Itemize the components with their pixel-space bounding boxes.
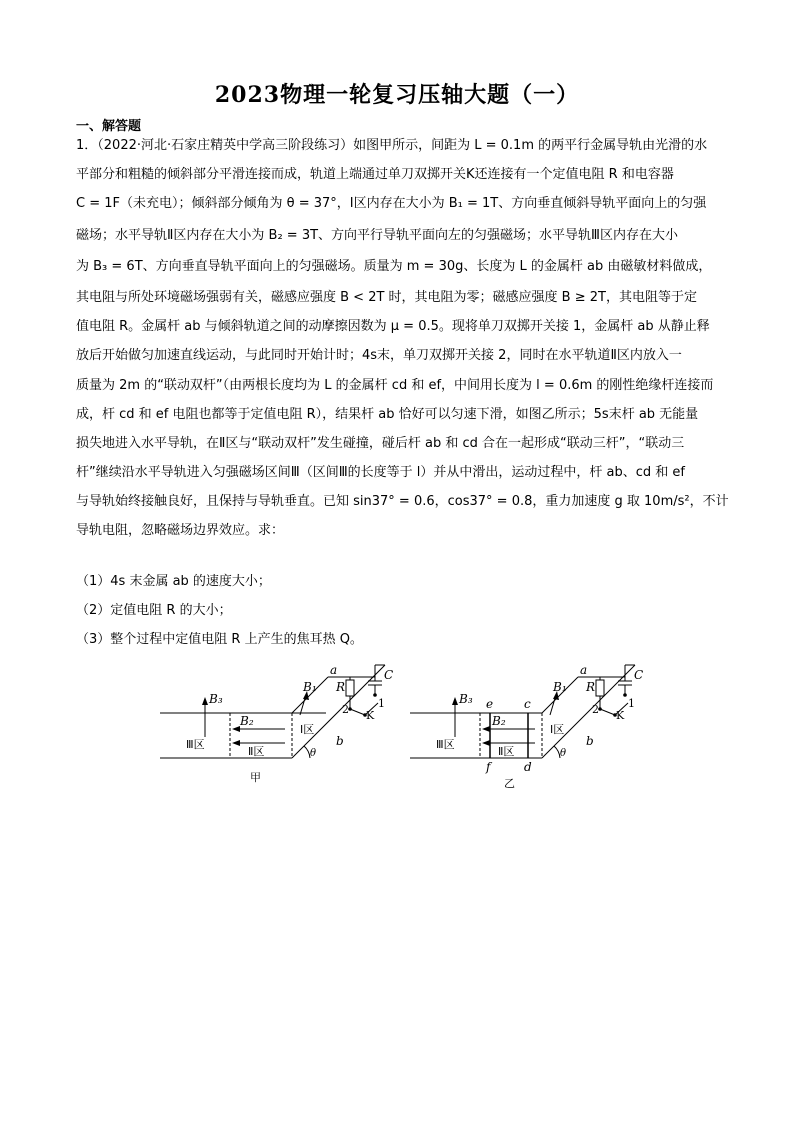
jia-label-b3: B₃	[209, 692, 223, 706]
problem-line: 质量为 2m 的“联动双杆”（由两根长度均为 L 的金属杆 cd 和 ef，中间用长度为 l = 0.6m 的刚性绝缘杆连接而	[76, 378, 714, 393]
problem-line: 与导轨始终接触良好，且保持与导轨垂直。已知 sin37° = 0.6，cos37° = 0.8，重力加速度 g 取 10m/s²，不计	[76, 494, 729, 509]
jia-label-b1: B₁	[303, 680, 317, 694]
figure-jia	[150, 655, 420, 790]
problem-line: C = 1F（未充电）；倾斜部分倾角为 θ = 37°，Ⅰ区内存在大小为 B₁ = 1T、方向垂直倾斜导轨平面向上的匀强	[76, 196, 707, 211]
jia-label-1: 1	[378, 697, 385, 710]
yi-label-a: a	[580, 663, 588, 677]
question-3: （3）整个过程中定值电阻 R 上产生的焦耳热 Q。	[76, 632, 363, 647]
yi-caption: 乙	[504, 777, 515, 790]
yi-label-b2: B₂	[492, 714, 506, 728]
problem-line: 值电阻 R。金属杆 ab 与倾斜轨道之间的动摩擦因数为 μ = 0.5。现将单刀双掷开关接 1，金属杆 ab 从静止释	[76, 319, 710, 334]
yi-label-theta: θ	[560, 748, 567, 759]
yi-region-1: Ⅰ区	[550, 723, 565, 736]
yi-label-b1: B₁	[553, 680, 567, 694]
yi-label-1: 1	[628, 697, 635, 710]
page-title: 2023物理一轮复习压轴大题（一）	[214, 82, 580, 108]
figure-yi	[400, 655, 670, 795]
jia-label-k: K	[366, 709, 375, 722]
yi-label-cap: C	[634, 668, 644, 682]
jia-label-theta: θ	[310, 748, 317, 759]
question-1: （1）4s 末金属 ab 的速度大小；	[76, 574, 271, 589]
problem-line: 为 B₃ = 6T、方向垂直导轨平面向上的匀强磁场。质量为 m = 30g、长度为 L 的金属杆 ab 由磁敏材料做成，	[76, 259, 712, 274]
yi-label-d: d	[524, 760, 532, 774]
jia-label-c: C	[384, 668, 394, 682]
jia-label-a: a	[330, 663, 338, 677]
problem-line: 放后开始做匀加速直线运动，与此同时开始计时；4s末，单刀双掷开关接 2，同时在水平轨道Ⅱ区内放入一	[76, 348, 682, 363]
section-heading: 一、解答题	[76, 119, 142, 134]
yi-label-c: c	[524, 697, 531, 711]
problem-line: 磁场；水平导轨Ⅱ区内存在大小为 B₂ = 3T、方向平行导轨平面向左的匀强磁场；水平导轨Ⅲ区内存在大小	[76, 228, 678, 243]
yi-label-f: f	[486, 760, 491, 774]
jia-label-2: 2	[342, 703, 349, 716]
question-2: （2）定值电阻 R 的大小；	[76, 603, 232, 618]
jia-label-r: R	[336, 680, 346, 694]
problem-line: 杆”继续沿水平导轨进入匀强磁场区间Ⅲ（区间Ⅲ的长度等于 l）并从中滑出，运动过程中，杆 ab、cd 和 ef	[76, 465, 685, 480]
jia-label-b: b	[336, 734, 344, 748]
yi-label-k: K	[616, 709, 625, 722]
problem-line: 成，杆 cd 和 ef 电阻也都等于定值电阻 R），结果杆 ab 恰好可以匀速下滑，如图乙所示；5s末杆 ab 无能量	[76, 407, 699, 422]
problem-line: 1．（2022·河北·石家庄精英中学高三阶段练习）如图甲所示，间距为 L = 0.1m 的两平行金属导轨由光滑的水	[76, 138, 708, 153]
jia-region-2: Ⅱ区	[248, 745, 265, 758]
yi-label-b3: B₃	[459, 692, 473, 706]
jia-region-1: Ⅰ区	[300, 723, 315, 736]
problem-line: 损失地进入水平导轨，在Ⅱ区与“联动双杆”发生碰撞，碰后杆 ab 和 cd 合在一起形成“联动三杆”，“联动三	[76, 436, 685, 451]
jia-region-3: Ⅲ区	[186, 738, 205, 751]
yi-label-2: 2	[592, 703, 599, 716]
jia-caption: 甲	[250, 771, 261, 784]
problem-line: 平部分和粗糙的倾斜部分平滑连接而成，轨道上端通过单刀双掷开关K还连接有一个定值电阻 R 和电容器	[76, 167, 674, 182]
yi-region-3: Ⅲ区	[436, 738, 455, 751]
yi-label-e: e	[486, 697, 494, 711]
yi-label-b: b	[586, 734, 594, 748]
problem-line: 导轨电阻，忽略磁场边界效应。求：	[76, 523, 285, 538]
jia-label-b2: B₂	[240, 714, 254, 728]
yi-label-r: R	[586, 680, 596, 694]
problem-line: 其电阻与所处环境磁场强弱有关，磁感应强度 B < 2T 时，其电阻为零；磁感应强度 B ≥ 2T，其电阻等于定	[76, 290, 697, 305]
yi-region-2: Ⅱ区	[498, 745, 515, 758]
